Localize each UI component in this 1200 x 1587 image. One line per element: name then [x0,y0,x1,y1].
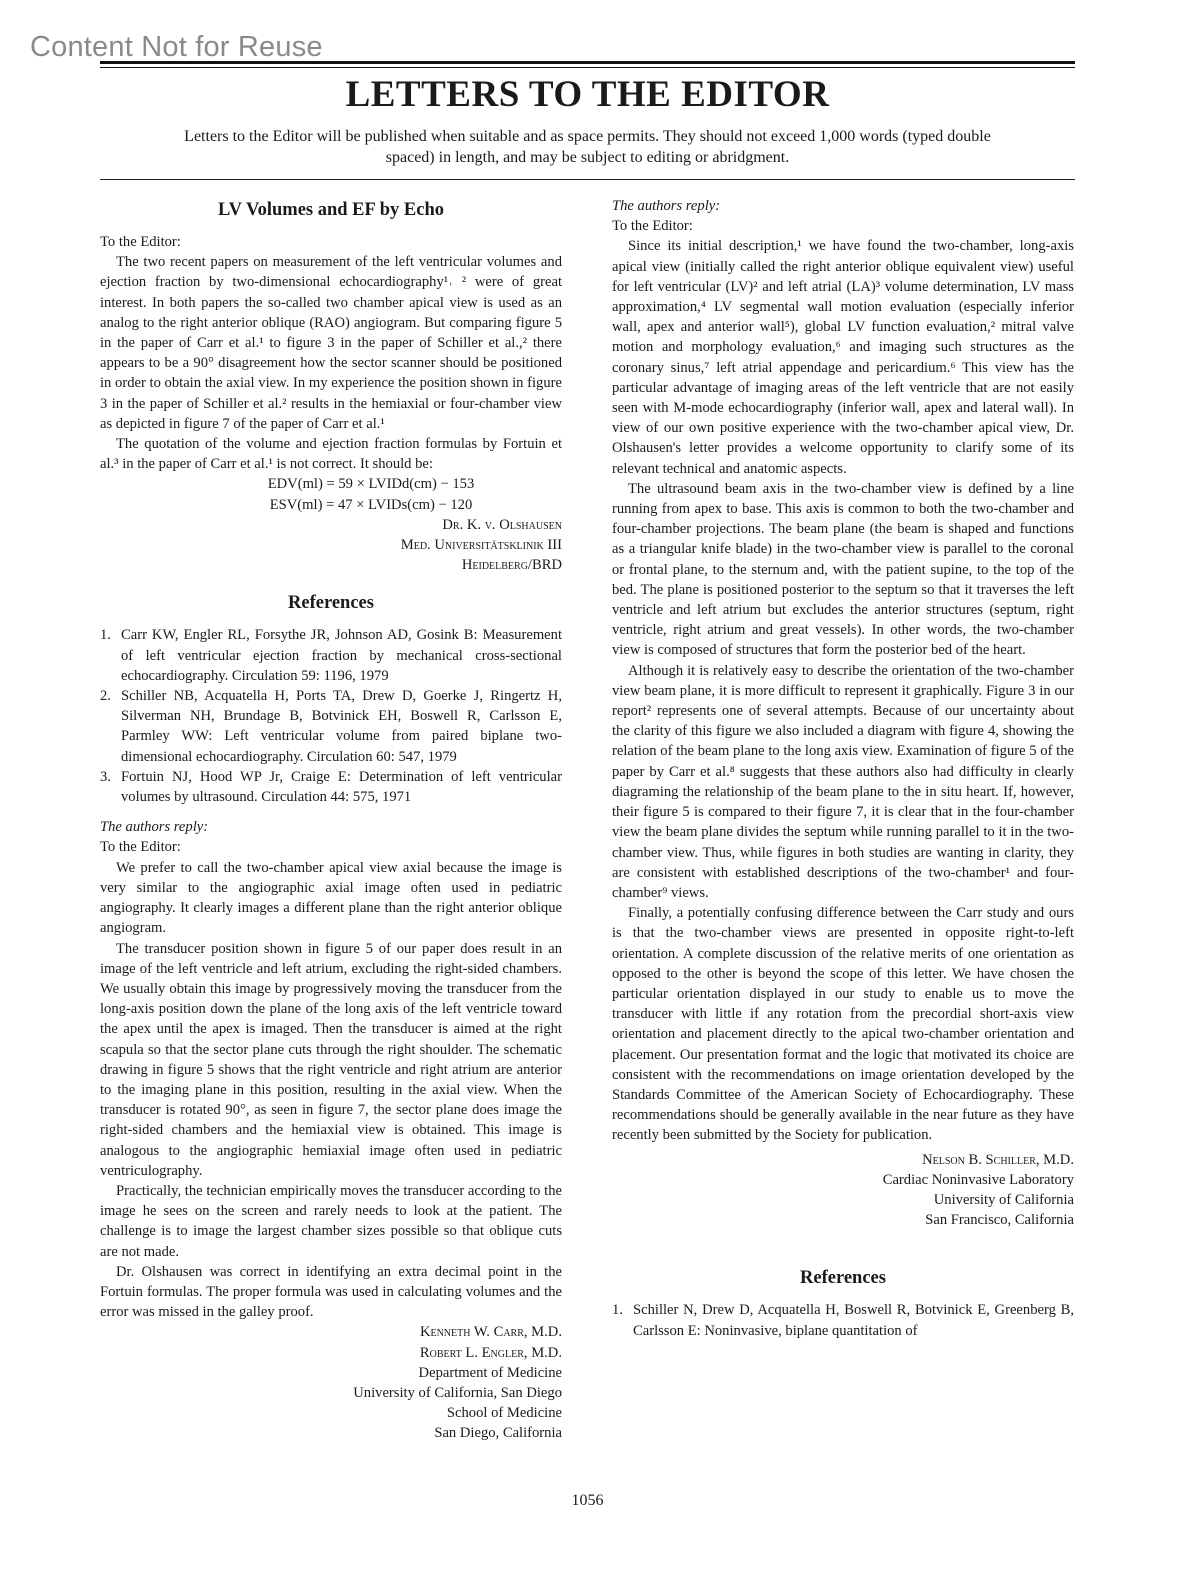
reference-text: Schiller NB, Acquatella H, Ports TA, Drew D, Goerke J, Ringertz H, Silverman NH, Brundage B, Botvinick EH, Boswell R, Carlsson E, Parmley WW: Left ventricular volume from paired biplane two-dimensional echocardiography. Circulation 60: 547, 1979 [121,688,562,765]
signature-name: Nelson B. Schiller, M.D. [922,1151,1074,1168]
reference-list [100,625,562,807]
signature-name: Dr. K. v. Olshausen [442,516,562,533]
right-column [612,196,1074,1341]
reference-number: 1. [612,1302,623,1319]
letter-heading: LV Volumes and EF by Echo [217,200,445,220]
reply-signature-line: School of Medicine [446,1405,562,1422]
reply-signature-line: Kenneth W. Carr, M.D. [419,1324,562,1341]
reply-paragraph: We prefer to call the two-chamber apical view axial because the image is very similar to the angiographic axial image often used in pediatric angiography. It clearly images a different plane than the right anterior oblique angiogram. [100,859,562,937]
reply-signature-line: University of California, San Diego [353,1384,562,1401]
references-heading: References [288,593,374,614]
signature-location: Heidelberg/BRD [461,557,562,574]
section-title: LETTERS TO THE EDITOR [345,74,830,115]
reply-paragraph: The ultrasound beam axis in the two-chamber view is defined by a line running from apex to base. This axis is common to both the two-chamber and four-chamber projections. The beam plane (the beam is shaped and functions as a triangular knife blade) in the two-chamber view is parallel to the coronal or frontal plane, to the sternum and, with the patient supine, to the top of the bed. The plane is positioned posterior to the septum so that it traverses the left ventricle and left atrium but excludes the anterior structures (septum, right ventricle, right atrium and great vessels). In other words, the two-chamber view is composed of structures that form the posterior bed of the heart. [612,480,1074,659]
reply-signature-line: Department of Medicine [418,1364,562,1381]
reply-paragraph: Practically, the technician empirically moves the transducer according to the image he sees on the screen and rarely needs to look at the patient. The challenge is to image the largest chamber sizes possible so that oblique cuts are not made. [100,1182,562,1260]
reply-label: The authors reply: [100,819,209,836]
salutation: To the Editor: [612,218,693,235]
section-intro: Letters to the Editor will be published when suitable and as space permits. They should not exceed 1,000 words (typed double spaced) in length, and may be subject to editing or abridgment. [184,128,991,166]
reference-item [100,686,562,767]
reference-item [100,767,562,807]
reply-signature-line: Robert L. Engler, M.D. [419,1344,562,1361]
reference-number: 1. [100,627,111,644]
reply-paragraph: Since its initial description,¹ we have found the two-chamber, long-axis apical view (initially called the right anterior oblique equivalent view) useful for left ventricular (LV)² and left atrial (LA)³ volume determination, LV mass approximation,⁴ LV segmental wall motion evaluation (especially inferior wall, apex and anterior wall⁵), global LV function evaluation,² mitral valve motion and morphology evaluation,⁶ and imaging such structures as the coronary sinus,⁷ left atrial appendage and pericardium.⁶ This view has the particular advantage of imaging areas of the left ventricle that are not easily seen with M-mode echocardiography (inferior wall, apex and lateral wall). In view of our own positive experience with the two-chamber apical view, Dr. Olshausen's letter provides a welcome opportunity to clarify some of its relevant technical and anatomic aspects. [612,238,1074,477]
letter-paragraph: The quotation of the volume and ejection fraction formulas by Fortuin et al.³ in the paper of Carr et al.¹ is not correct. It should be: [100,436,562,473]
intro-rule [100,179,1075,180]
letter-paragraph: The two recent papers on measurement of the left ventricular volumes and ejection fraction by two-dimensional echocardiography¹˒ ² were of great interest. In both papers the so-called two chamber apical view is used as an analog to the right anterior oblique (RAO) angiogram. But comparing figure 5 in the paper of Carr et al.¹ to figure 3 in the paper of Schiller et al.,² there appears to be a 90° disagreement how the sector scanner should be positioned in order to obtain the axial view. In my experience the position shown in figure 3 in the paper of Schiller et al.² results in the hemiaxial or four-chamber view as depicted in figure 7 of the paper of Carr et al.¹ [100,254,562,432]
page-number: 1056 [571,1492,604,1509]
formula-esv: ESV(ml) = 47 × LVIDs(cm) − 120 [269,496,473,513]
reference-text: Fortuin NJ, Hood WP Jr, Craige E: Determination of left ventricular volumes by ultrasound. Circulation 44: 575, 1971 [121,768,562,806]
signature-line: Cardiac Noninvasive Laboratory [882,1171,1074,1188]
reply-paragraph: Finally, a potentially confusing difference between the Carr study and ours is that the two-chamber views are presented in opposite right-to-left orientation. A complete discussion of the relative merits of one orientation as opposed to the other is beyond the scope of this letter. We have chosen the particular orientation displayed in our study to enable us to move the transducer with little if any rotation from the precordial short-axis view orientation and placement directly to the apical two-chamber orientation and placement. Our presentation format and the logic that motivated its choice are consistent with the recommendations on image orientation developed by the Standards Committee of the American Society of Echocardiography. These recommendations should be generally available in the near future as they have recently been submitted by the Society for publication. [612,905,1074,1144]
masthead-rule-thick [100,61,1075,64]
signature-line: San Francisco, California [925,1212,1074,1229]
reference-list [612,1300,1074,1340]
formula-edv: EDV(ml) = 59 × LVIDd(cm) − 153 [267,476,475,493]
reference-number: 2. [100,688,111,705]
reply-paragraph: Dr. Olshausen was correct in identifying an extra decimal point in the Fortuin formulas. The proper formula was used in calculating volumes and the error was missed in the galley proof. [100,1263,562,1321]
reply-paragraph: The transducer position shown in figure 5 of our paper does result in an image of the left ventricle and left atrium, excluding the right-sided chambers. We usually obtain this image by progressively moving the transducer from the long-axis position down the plane of the long axis of the left ventricle toward the apex until the apex is imaged. Then the transducer is aimed at the right scapula so that the sector plane cuts through the right shoulder. The schematic drawing in figure 5 shows that the right ventricle and right atrium are anterior to the imaging plane in this position, resulting in the axial view. When the transducer is rotated 90°, as seen in figure 7, the sector plane does image the right-sided chambers and the hemiaxial view is obtained. This image is analogous to the angiographic hemiaxial image often used in pediatric ventriculography. [100,940,562,1179]
reply-signature-line: San Diego, California [434,1425,562,1442]
reply-paragraph: Although it is relatively easy to describe the orientation of the two-chamber view beam plane, it is more difficult to represent it graphically. Figure 3 in our report² represents one of several attempts. Because of our uncertainty about the clarity of this figure we also included a diagram with figure 4, showing the relation of the beam plane to the long axis view. Examination of figure 5 of the paper by Carr et al.⁸ suggests that these authors also had difficulty in clearly diagraming the relationship of the beam plane to the in situ heart. If, however, their figure 5 is compared to their figure 7, it is clear that in the four-chamber view the beam plane divides the septum while running parallel to it in the two-chamber view. Thus, while figures in both studies are wanting in clarity, they are consistent with established descriptions of the two-chamber¹ and four-chamber⁹ views. [612,662,1074,901]
reference-item [100,625,562,686]
reference-number: 3. [100,768,111,785]
references-heading: References [800,1268,886,1289]
reply-salutation: To the Editor: [100,839,181,856]
salutation: To the Editor: [100,234,181,250]
reference-item [612,1300,1074,1340]
reply-label: The authors reply: [612,198,721,214]
reference-text: Schiller N, Drew D, Acquatella H, Boswell R, Botvinick E, Greenberg B, Carlsson E: Noninvasive, biplane quantitation of [633,1302,1074,1339]
left-column [100,196,562,1444]
watermark: Content Not for Reuse [30,31,323,63]
signature-line: University of California [933,1191,1074,1208]
reference-text: Carr KW, Engler RL, Forsythe JR, Johnson AD, Gosink B: Measurement of left ventricular ejection fraction by mechanical cross-sectional echocardiography. Circulation 59: 1196, 1979 [121,627,562,684]
signature-affiliation: Med. Universitätsklinik III [400,537,562,554]
masthead-rule-thin [100,67,1075,68]
